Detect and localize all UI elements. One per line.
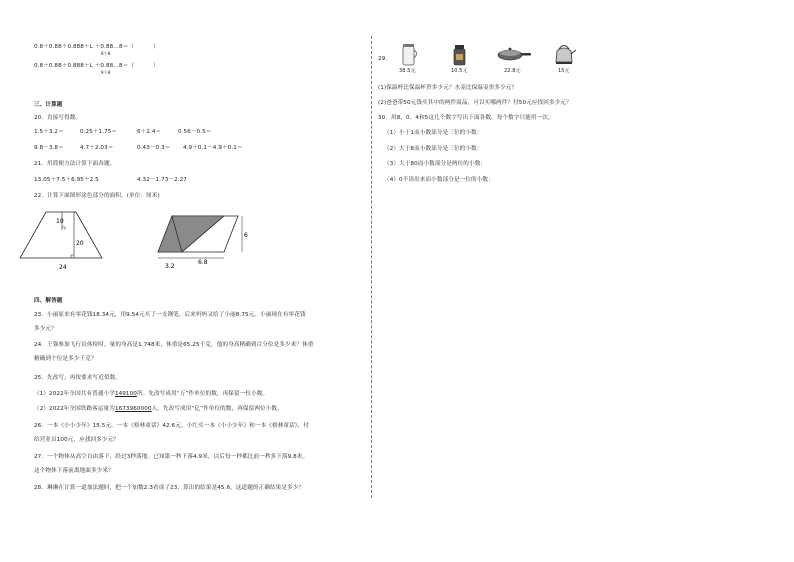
q29-part-2: (2)爸爸带50元钱买其中的两件商品，可以买哪两件？付50元应找回多少元？ [378,100,572,106]
q25-part-1: （1）2022年全国共有普通小学149100所。先改写成用“万”作单位的数，再保留一位小数。 [34,391,269,397]
price-label: 38.5元 [399,68,416,74]
q20-cell: 1.5＋3.2＝ [34,129,64,135]
series-line-2: 0.8＋0.88＋0.888＋L ＋0.88…8＝（ ） [34,63,159,69]
trapezoid-label-24: 24 [59,264,67,271]
q22-text: 22．计算下面图形涂色部分的面积。(单位：厘米) [34,193,160,199]
parallelogram-figure [152,210,252,276]
q26-line-1: 26．一本《小小少年》15.5元，一本《格林童话》42.6元。小红买一本《小小少年》和一本《格林童话》，付 [34,423,310,429]
q26-line-2: 给营业员100元，应找回多少元？ [34,437,119,443]
q25-part-2: （2）2022年全国铁路客运量为1673960000人。先改写成用“亿”作单位的数，再保留两位小数。 [34,406,283,412]
q21-expr: 13.05＋7.5＋6.95＋2.5 [34,177,99,183]
pan-image [496,45,532,65]
kettle-image [551,41,577,65]
q24-line-1: 24．王强参加飞行员体检时，量的身高是1.748米，体重是65.25千克。他的身高精确到百分位是多少米？体重 [34,342,314,348]
q20-cell: 4.7＋2.03＝ [80,145,114,151]
section-4-title: 四、解答题 [34,298,63,304]
q30-text: 30．用8、0、4和5这几个数字写出下面各数，每个数字只能用一次。 [378,115,554,121]
price-label: 10.5元 [451,68,468,74]
q23-line-2: 多少元？ [34,326,57,332]
parallelogram-label-3-2: 3.2 [165,263,175,270]
q30-item: （3）大于80而小数部分是两位的小数： [384,161,487,167]
series-line-1: 0.8＋0.88＋0.888＋L ＋0.88…8＝（ ） [34,44,159,50]
q20-cell: 0.43－0.3＝ [137,145,171,151]
price-label: 22.8元 [504,68,521,74]
q29-label: 29． [378,56,392,62]
q30-item: （1）小于1而小数部分是三位的小数： [384,130,483,136]
q30-item: （2）大于8而小数部分是三位的小数： [384,146,483,152]
series-brace-label-1: 8个8 [101,51,111,56]
q21-text: 21．用简便方法计算下面各题。 [34,161,116,167]
q20-cell: 4.9＋0.1－4.9＋0.1＝ [183,145,243,151]
q27-line-1: 27．一个物体从高空自由落下，经过3秒落地。已知第一秒下落4.9米，以后每一秒都比前一秒多下落9.8米。 [34,454,309,460]
q25-text: 25．先改写，再按要求写近似数。 [34,375,122,381]
q27-line-2: 这个物体下落前离地面多少米？ [34,468,114,474]
price-label: 15元 [558,68,570,74]
thermos-bottle-image [451,43,469,67]
q20-text: 20．直接写得数。 [34,115,82,121]
q21-expr: 4.32－1.73－2.27 [137,177,187,183]
trapezoid-label-20: 20 [76,240,84,247]
parallelogram-label-6-8: 6.8 [198,259,208,266]
column-divider [371,36,372,498]
q29-part-1: (1)保温杯比保温杯贵多少元？水壶比保温壶贵多少元？ [378,85,518,91]
q30-item: （4）0不读出来而小数部分是一位的小数： [384,177,494,183]
q23-line-1: 23．小丽原来有零花钱18.34元，用9.54元买了一支钢笔，后来妈妈又给了小丽8.75元。小丽现在有零花钱 [34,312,306,318]
q20-cell: 0.56－0.5＝ [178,129,212,135]
section-3-title: 三、计算题 [34,102,63,108]
q20-cell: 6＋2.4＝ [137,129,162,135]
q28-text: 28．琳琳在计算一道加法题时，把一个加数2.3看成了23，算出的结果是45.6，这道题的正确结果是多少？ [34,485,305,491]
q20-cell: 9.8－3.8＝ [34,145,64,151]
trapezoid-label-10: 10 [56,218,64,225]
thermos-cup-image [398,41,420,67]
q20-cell: 0.25＋1.75＝ [80,129,118,135]
series-brace-label-2: 9个8 [101,70,111,75]
q24-line-2: 精确到个位是多少千克？ [34,356,97,362]
trapezoid-figure [16,208,106,272]
parallelogram-label-6: 6 [244,232,248,239]
